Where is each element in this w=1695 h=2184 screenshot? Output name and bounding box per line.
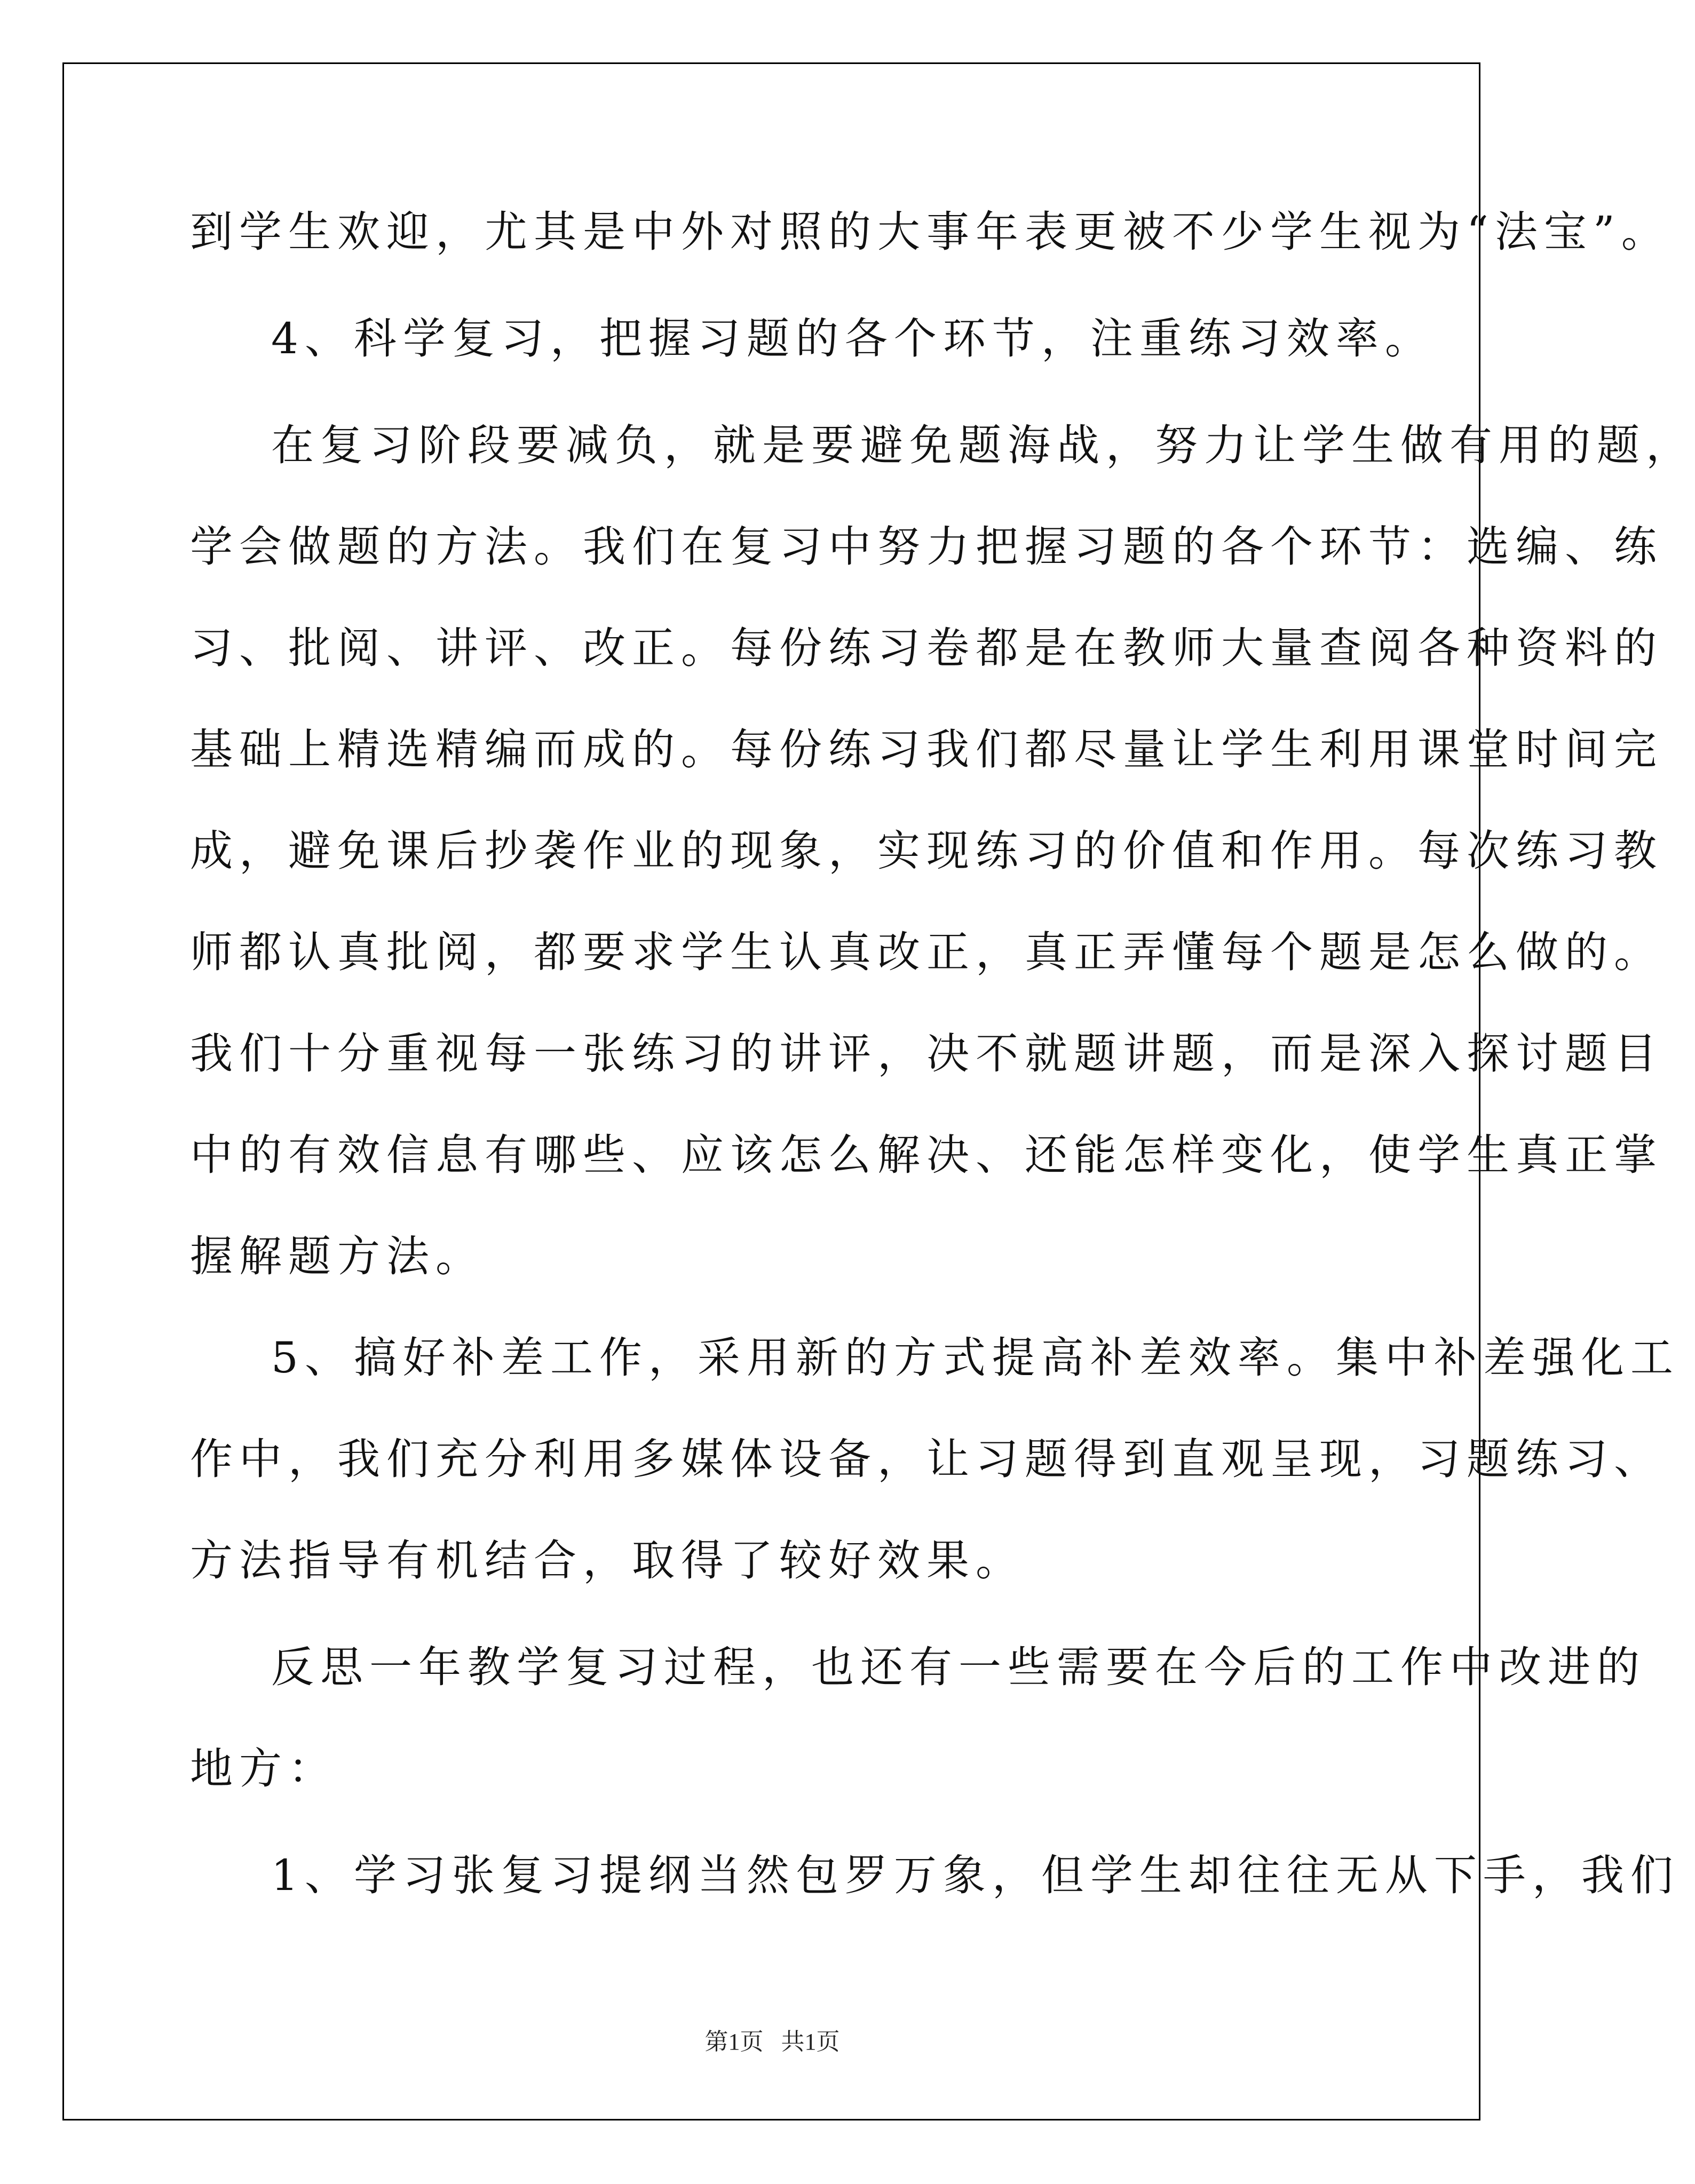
text-line-6: 基础上精选精编而成的。每份练习我们都尽量让学生利用课堂时间完 bbox=[190, 725, 1663, 774]
text-line-17: 1、学习张复习提纲当然包罗万象，但学生却往往无从下手，我们 bbox=[271, 1851, 1680, 1900]
page-border bbox=[62, 62, 1480, 2121]
text-line-12: 5、搞好补差工作，采用新的方式提高补差效率。集中补差强化工 bbox=[271, 1333, 1680, 1383]
text-line-13: 作中，我们充分利用多媒体设备，让习题得到直观呈现，习题练习、 bbox=[190, 1434, 1663, 1484]
text-line-11: 握解题方法。 bbox=[190, 1232, 485, 1281]
text-line-9: 我们十分重视每一张练习的讲评，决不就题讲题，而是深入探讨题目 bbox=[190, 1029, 1663, 1078]
text-line-2: 4、科学复习，把握习题的各个环节，注重练习效率。 bbox=[271, 314, 1434, 363]
text-line-1: 到学生欢迎，尤其是中外对照的大事年表更被不少学生视为“法宝”。 bbox=[190, 207, 1670, 257]
text-line-3: 在复习阶段要减负，就是要避免题海战，努力让学生做有用的题， bbox=[271, 420, 1695, 470]
text-line-15: 反思一年教学复习过程，也还有一些需要在今后的工作中改进的 bbox=[271, 1642, 1646, 1692]
text-line-4: 学会做题的方法。我们在复习中努力把握习题的各个环节：选编、练 bbox=[190, 522, 1663, 571]
text-line-7: 成，避免课后抄袭作业的现象，实现练习的价值和作用。每次练习教 bbox=[190, 826, 1663, 876]
text-line-10: 中的有效信息有哪些、应该怎么解决、还能怎样变化，使学生真正掌 bbox=[190, 1130, 1663, 1180]
text-line-16: 地方： bbox=[190, 1744, 337, 1793]
text-line-14: 方法指导有机结合，取得了较好效果。 bbox=[190, 1536, 1025, 1585]
text-line-5: 习、批阅、讲评、改正。每份练习卷都是在教师大量查阅各种资料的 bbox=[190, 623, 1663, 673]
text-line-8: 师都认真批阅，都要求学生认真改正，真正弄懂每个题是怎么做的。 bbox=[190, 927, 1663, 977]
page-number-footer: 第1页 共1页 bbox=[704, 2029, 840, 2055]
